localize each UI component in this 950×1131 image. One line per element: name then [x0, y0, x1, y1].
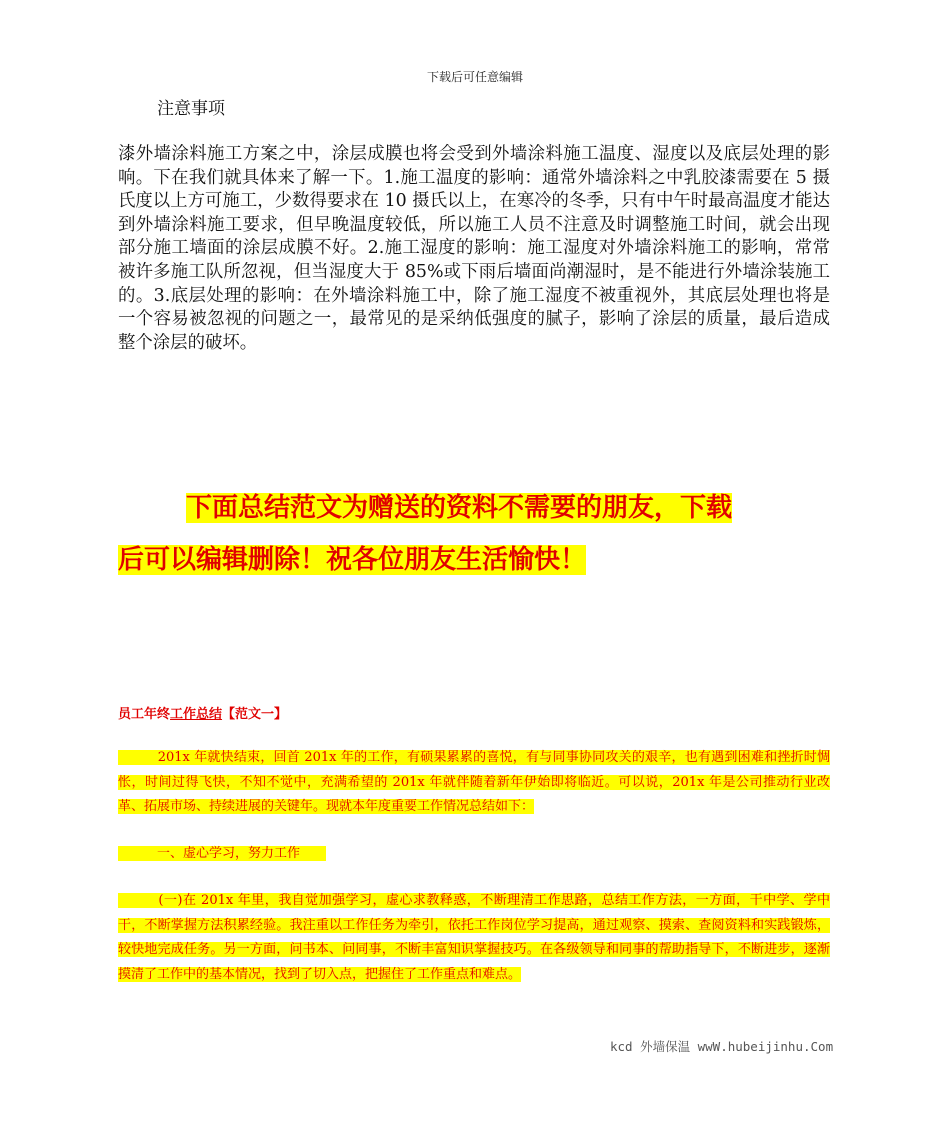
gift-banner-line-1 — [118, 484, 830, 532]
section-title-prefix: 员工年终 — [118, 707, 171, 722]
section-item-1 — [118, 889, 830, 987]
section-intro — [118, 746, 830, 820]
section-title — [118, 703, 287, 722]
page-header: 下载后可任意编辑 — [426, 70, 523, 84]
gift-banner-text-1: 下面总结范文为赠送的资料不需要的朋友，下载 — [186, 493, 733, 523]
notice-paragraph: 漆外墙涂料施工方案之中，涂层成膜也将会受到外墙涂料施工温度、湿度以及底层处理的影响。下在我们就具体来了解一下。1.施工温度的影响：通常外墙涂料之中乳胶漆需要在 5 摄氏度以上方可施工，少数得要求在 10 摄氏以上，在寒冷的冬季，只有中午时最高温度才能达到外墙涂料施工要求，但早晚温度较低，所以施工人员不注意及时调整施工时间，就会出现部分施工墙面的涂层成膜不好。2.施工湿度的影响：施工湿度对外墙涂料施工的影响，常常被许多施工队所忽视，但当湿度大于 85%或下雨后墙面尚潮湿时，是不能进行外墙涂装施工的。3.底层处理的影响：在外墙涂料施工中，除了施工湿度不被重视外，其底层处理也将是一个容易被忽视的问题之一，最常见的是采纳低强度的腻子，影响了涂层的质量，最后造成整个涂层的破坏。 — [118, 144, 830, 353]
notice-title: 注意事项 — [157, 99, 225, 119]
section-item-1-body: (一)在 201x 年里，我自觉加强学习，虚心求教释惑，不断理清工作思路，总结工作方法，一方面，干中学、学中干，不断掌握方法积累经验。我注重以工作任务为牵引，依托工作岗位学习提高，通过观察、摸索、查阅资料和实践锻炼，较快地完成任务。另一方面，问书本、问同事，不断丰富知识掌握技巧。在各级领导和同事的帮助指导下，不断进步，逐渐摸清了工作中的基本情况，找到了切入点，把握住了工作重点和难点。 — [118, 893, 830, 982]
section-intro-text — [118, 750, 830, 814]
section-heading-1-body: 一、虚心学习，努力工作 — [157, 846, 301, 861]
section-heading-1 — [118, 842, 830, 867]
gift-banner-text-2: 后可以编辑删除！祝各位朋友生活愉快！ — [118, 545, 587, 575]
section-title-suffix: 【范文一】 — [222, 707, 288, 722]
section-heading-1-text — [118, 846, 326, 861]
gift-banner-line-2 — [118, 536, 830, 584]
page-footer: kcd 外墙保温 wwW.hubeijinhu.Com — [610, 1039, 834, 1054]
section-intro-body: 201x 年就快结束，回首 201x 年的工作，有硕果累累的喜悦，有与同事协同攻关的艰辛，也有遇到困难和挫折时惆怅，时间过得飞快，不知不觉中，充满希望的 201x 年就伴随着新年伊始即将临近。可以说，201x 年是公司推动行业改革、拓展市场、持续进展的关键年。现就本年度重要工作情况总结如下： — [118, 750, 830, 814]
section-title-link[interactable]: 工作总结 — [170, 707, 223, 722]
section-item-1-text — [118, 893, 830, 982]
